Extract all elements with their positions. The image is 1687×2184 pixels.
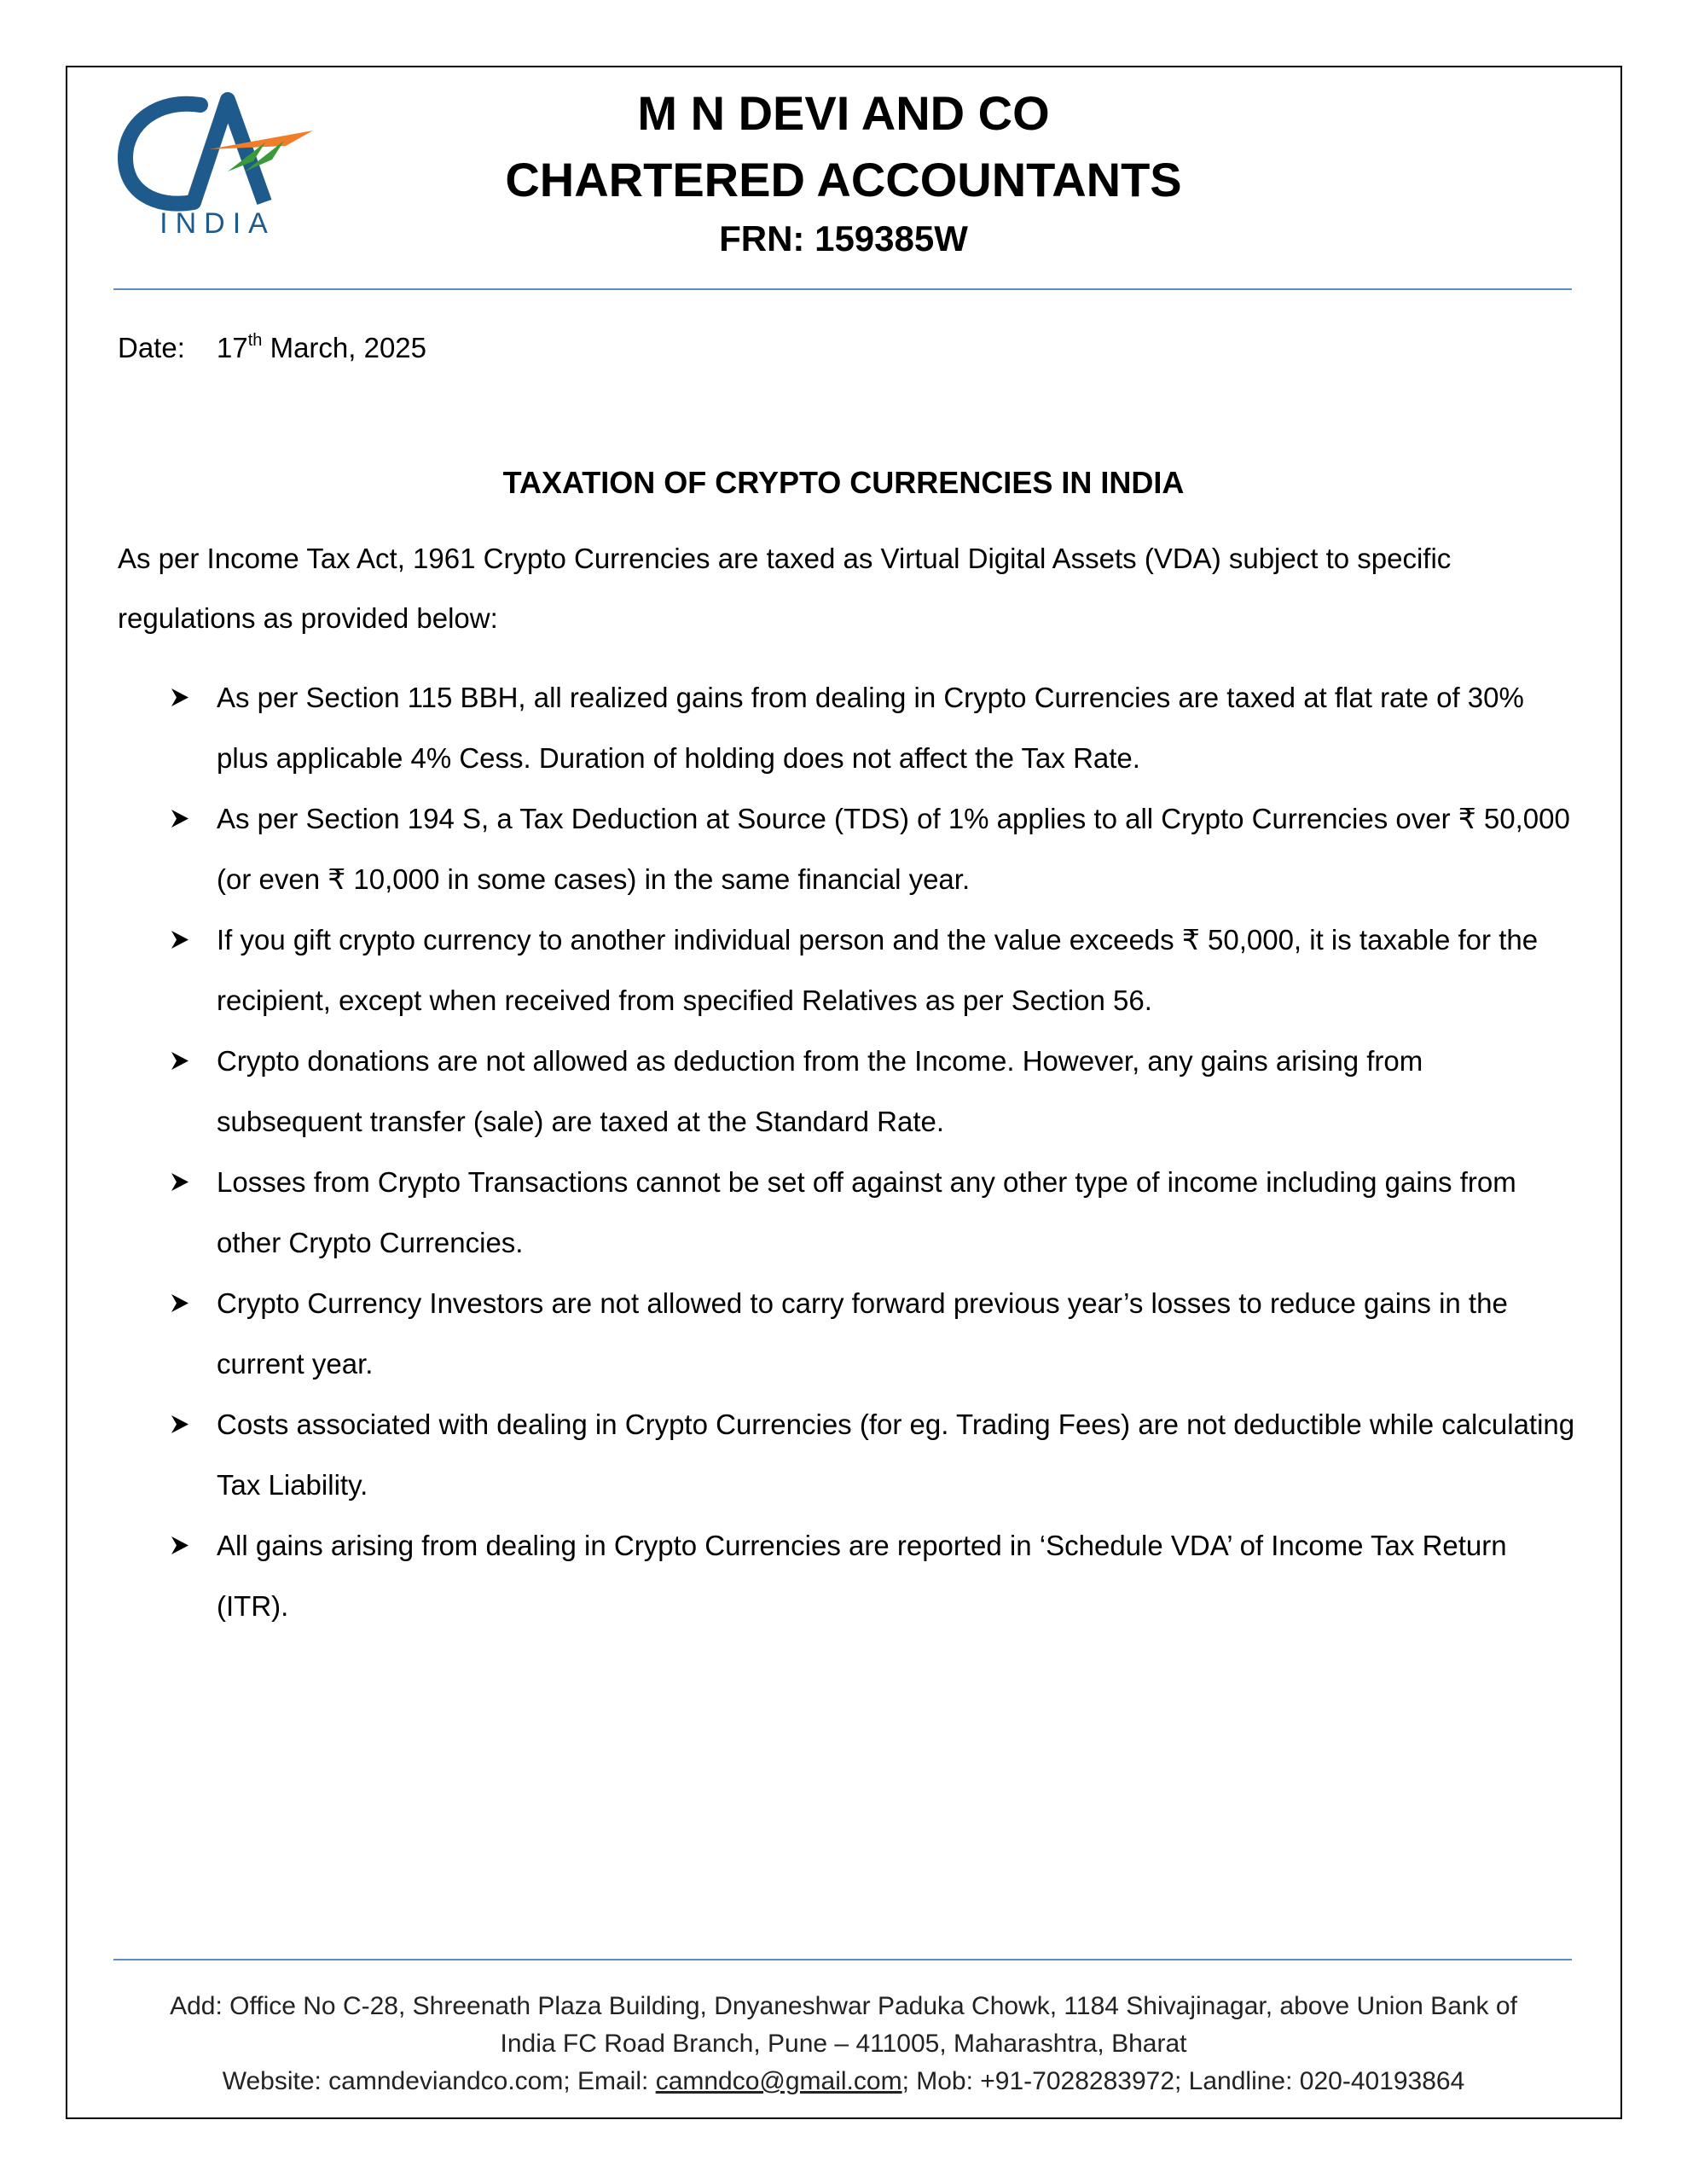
list-item-text: As per Section 194 S, a Tax Deduction at Source (TDS) of 1% applies to all Crypto Currencies over ₹ 50,000 (or even ₹ 10,000 in some cases) in the same financial year. (217, 803, 1570, 895)
arrow-bullet-icon (169, 1152, 191, 1212)
document-title: TAXATION OF CRYPTO CURRENCIES IN INDIA (502, 465, 1185, 500)
list-item-text: Crypto donations are not allowed as deduction from the Income. However, any gains arising from subsequent transfer (sale) are taxed at the Standard Rate. (217, 1045, 1423, 1137)
tax-points-list (118, 667, 1576, 1636)
list-item (118, 909, 1576, 1031)
firm-name: M N DEVI AND CO (637, 86, 1050, 140)
footer-divider (113, 1959, 1572, 1960)
footer-email-link[interactable]: camndco@gmail.com (655, 2067, 902, 2095)
footer (0, 1988, 1687, 2100)
arrow-bullet-icon (169, 788, 191, 849)
logo-india-text: INDIA (159, 207, 275, 239)
header-divider (113, 288, 1572, 290)
firm-frn: FRN: 159385W (719, 218, 968, 258)
arrow-bullet-icon (169, 909, 191, 970)
arrow-bullet-icon (169, 1394, 191, 1455)
list-item-text: All gains arising from dealing in Crypto Currencies are reported in ‘Schedule VDA’ of Income Tax Return (ITR). (217, 1530, 1507, 1622)
footer-address-line1: Add: Office No C-28, Shreenath Plaza Building, Dnyaneshwar Paduka Chowk, 1184 Shivajinagar, above Union Bank of (170, 1992, 1517, 2020)
arrow-bullet-icon (169, 667, 191, 728)
arrow-bullet-icon (169, 1273, 191, 1333)
list-item-text: If you gift crypto currency to another individual person and the value exceeds ₹ 50,000, it is taxable for the recipient, except when received from specified Relatives as per Section 56. (217, 924, 1539, 1016)
date-row (118, 331, 426, 364)
list-item (118, 788, 1576, 909)
firm-type: CHARTERED ACCOUNTANTS (505, 153, 1182, 206)
list-item (118, 1273, 1576, 1394)
list-item (118, 1515, 1576, 1636)
list-item-text: Losses from Crypto Transactions cannot be set off against any other type of income including gains from other Crypto Currencies. (217, 1166, 1516, 1258)
footer-address-line2: India FC Road Branch, Pune – 411005, Maharashtra, Bharat (500, 2030, 1187, 2058)
list-item-text: Crypto Currency Investors are not allowed to carry forward previous year’s losses to reduce gains in the current year. (217, 1287, 1508, 1380)
list-item-text: Costs associated with dealing in Crypto Currencies (for eg. Trading Fees) are not deductible while calculating Tax Liability. (217, 1409, 1575, 1501)
date-label: Date: (118, 332, 185, 363)
date-month-year: March, 2025 (262, 332, 427, 363)
list-item (118, 1152, 1576, 1273)
footer-website: Website: camndeviandco.com; Email: (222, 2067, 656, 2095)
list-item (118, 1031, 1576, 1152)
intro-paragraph: As per Income Tax Act, 1961 Crypto Currencies are taxed as Virtual Digital Assets (VDA) subject to specific regulations as provided below: (118, 543, 1452, 634)
footer-phone-numbers: ; Mob: +91-7028283972; Landline: 020-40193864 (901, 2067, 1465, 2095)
date-day: 17 (217, 332, 248, 363)
list-item (118, 1394, 1576, 1515)
date-day-suffix: th (247, 331, 263, 350)
arrow-bullet-icon (169, 1515, 191, 1576)
list-item-text: As per Section 115 BBH, all realized gains from dealing in Crypto Currencies are taxed at flat rate of 30% plus applicable 4% Cess. Duration of holding does not affect the Tax Rate. (217, 682, 1524, 774)
footer-contact-line (0, 2063, 1687, 2100)
list-item (118, 667, 1576, 788)
arrow-bullet-icon (169, 1031, 191, 1091)
